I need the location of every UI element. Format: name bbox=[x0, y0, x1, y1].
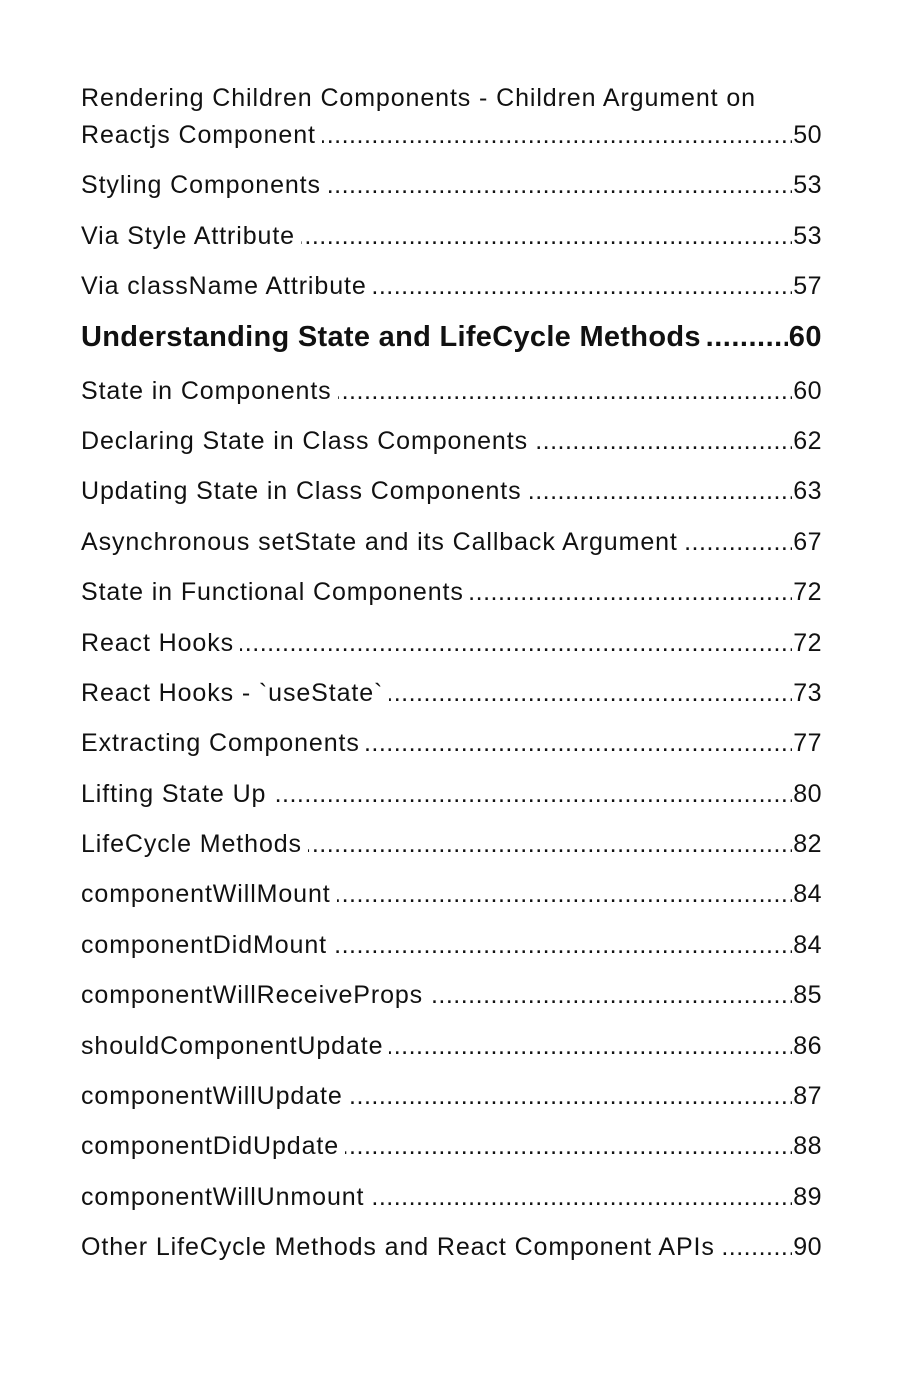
toc-page-number: 88 bbox=[792, 1128, 822, 1165]
toc-page-number: 85 bbox=[792, 977, 822, 1014]
toc-entry[interactable] bbox=[81, 675, 822, 712]
toc-entry-title: componentWillUnmount bbox=[81, 1183, 370, 1211]
toc-entry-title: Other LifeCycle Methods and React Component APIs bbox=[81, 1233, 721, 1261]
toc-page-number: 86 bbox=[792, 1028, 822, 1065]
toc-page-number: 67 bbox=[792, 524, 822, 561]
toc-page-number: 62 bbox=[792, 423, 822, 460]
toc-entry[interactable] bbox=[81, 268, 822, 305]
toc-entry[interactable] bbox=[81, 218, 822, 255]
toc-entry[interactable] bbox=[81, 423, 822, 460]
toc-entry-title: Via className Attribute bbox=[81, 272, 373, 300]
toc-entry-title: React Hooks - `useState` bbox=[81, 679, 389, 707]
toc-page-number: 60 bbox=[792, 373, 822, 410]
toc-entry-title: shouldComponentUpdate bbox=[81, 1032, 389, 1060]
toc-entry[interactable] bbox=[81, 1179, 822, 1216]
toc-entry[interactable] bbox=[81, 876, 822, 913]
toc-page-number: 72 bbox=[792, 625, 822, 662]
toc-entry[interactable] bbox=[81, 80, 822, 154]
toc-entry-title: componentDidMount bbox=[81, 931, 333, 959]
toc-page-number: 89 bbox=[792, 1179, 822, 1216]
toc-entry[interactable] bbox=[81, 776, 822, 813]
toc-page-number: 57 bbox=[792, 268, 822, 305]
toc-entry[interactable] bbox=[81, 625, 822, 662]
toc-entry-title: State in Components bbox=[81, 377, 338, 405]
toc-entry-title: Declaring State in Class Components bbox=[81, 427, 534, 455]
toc-page-number: 87 bbox=[792, 1078, 822, 1115]
toc-entry-title: Extracting Components bbox=[81, 729, 366, 757]
toc-page-number: 73 bbox=[792, 675, 822, 712]
toc-entry-title: Styling Components bbox=[81, 171, 327, 199]
toc-entry[interactable] bbox=[81, 1229, 822, 1266]
toc-entry-title: componentWillMount bbox=[81, 880, 337, 908]
toc-entry[interactable] bbox=[81, 826, 822, 863]
toc-entry[interactable] bbox=[81, 977, 822, 1014]
toc-entry[interactable] bbox=[81, 1128, 822, 1165]
toc-page-number: 80 bbox=[792, 776, 822, 813]
toc-page-number: 53 bbox=[792, 167, 822, 204]
toc-page-number: 50 bbox=[792, 117, 822, 154]
toc-page-number: 72 bbox=[792, 574, 822, 611]
toc-entry-title: componentWillReceiveProps bbox=[81, 981, 429, 1009]
table-of-contents bbox=[81, 80, 822, 1280]
toc-page-number: 60 bbox=[788, 319, 822, 356]
toc-entry[interactable] bbox=[81, 473, 822, 510]
toc-entry-title: componentDidUpdate bbox=[81, 1132, 345, 1160]
toc-entry[interactable] bbox=[81, 373, 822, 410]
toc-entry-title: componentWillUpdate bbox=[81, 1082, 349, 1110]
toc-entry[interactable] bbox=[81, 725, 822, 762]
toc-entry[interactable] bbox=[81, 167, 822, 204]
toc-entry-title: Rendering Children Components - Children Argument on Reactjs Component bbox=[81, 84, 756, 149]
toc-page-number: 77 bbox=[792, 725, 822, 762]
toc-entry[interactable] bbox=[81, 927, 822, 964]
toc-entry[interactable] bbox=[81, 524, 822, 561]
toc-entry-title: React Hooks bbox=[81, 629, 240, 657]
toc-entry[interactable] bbox=[81, 1028, 822, 1065]
toc-entry[interactable] bbox=[81, 574, 822, 611]
toc-entry-title: LifeCycle Methods bbox=[81, 830, 308, 858]
toc-page-number: 53 bbox=[792, 218, 822, 255]
toc-page-number: 63 bbox=[792, 473, 822, 510]
toc-page-number: 84 bbox=[792, 876, 822, 913]
toc-page-number: 90 bbox=[792, 1229, 822, 1266]
toc-entry[interactable] bbox=[81, 1078, 822, 1115]
toc-entry-title: Via Style Attribute bbox=[81, 222, 301, 250]
toc-chapter-heading[interactable] bbox=[81, 319, 822, 356]
toc-entry-title: State in Functional Components bbox=[81, 578, 470, 606]
toc-entry-title: Lifting State Up bbox=[81, 780, 272, 808]
toc-entry-title: Asynchronous setState and its Callback Argument bbox=[81, 528, 684, 556]
toc-entry-title: Understanding State and LifeCycle Methods bbox=[81, 321, 707, 353]
toc-page-number: 84 bbox=[792, 927, 822, 964]
toc-entry-title: Updating State in Class Components bbox=[81, 477, 528, 505]
toc-page-number: 82 bbox=[792, 826, 822, 863]
